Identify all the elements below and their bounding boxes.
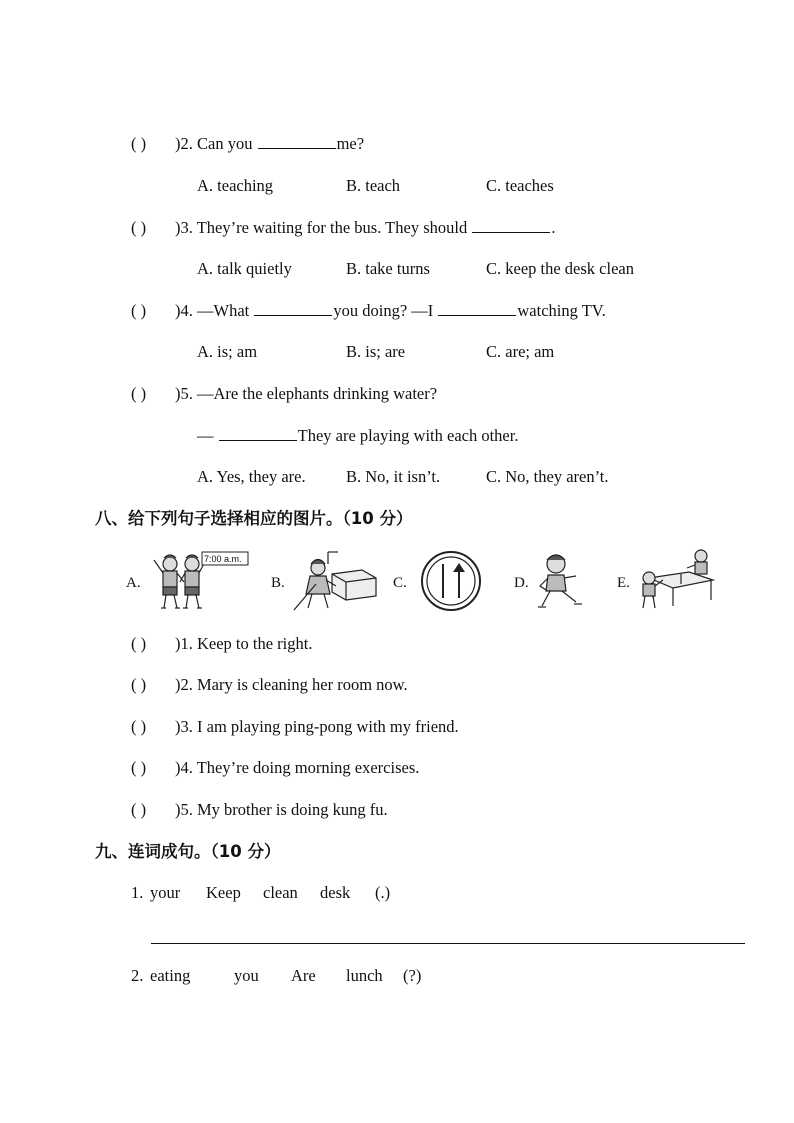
answer-bracket[interactable]: ( ) — [131, 384, 147, 403]
answer-bracket[interactable]: ( ) — [131, 717, 147, 736]
option-a: A. teaching — [197, 176, 274, 195]
option-b: B. take turns — [346, 259, 430, 278]
section-8-title: 八、给下列句子选择相应的图片。（10 分） — [95, 509, 413, 528]
cleaning-room-picture — [292, 550, 378, 612]
stem-part: )2. Can you — [175, 134, 257, 153]
question-5-stem: )5. —Are the elephants drinking water? — [175, 384, 438, 403]
scrambled-word: Are — [291, 966, 316, 985]
picture-question-1: )1. Keep to the right. — [175, 634, 313, 653]
question-3-stem — [175, 218, 555, 238]
scrambled-word: Keep — [206, 883, 241, 902]
reply-part: — — [197, 426, 218, 445]
picture-question-3: )3. I am playing ping-pong with my friend. — [175, 717, 459, 736]
reply-part: They are playing with each other. — [297, 426, 519, 445]
picture-question-4: )4. They’re doing morning exercises. — [175, 758, 420, 777]
keep-right-sign-picture — [420, 550, 482, 612]
picture-label-b: B. — [271, 575, 285, 591]
option-c: C. keep the desk clean — [486, 259, 634, 278]
scrambled-word: (?) — [403, 966, 422, 985]
option-a: A. Yes, they are. — [197, 467, 306, 486]
section-9-title: 九、连词成句。（10 分） — [95, 842, 281, 861]
question-4-stem — [175, 301, 606, 321]
stem-part: watching TV. — [517, 301, 606, 320]
scrambled-word: lunch — [346, 966, 383, 985]
picture-label-d: D. — [514, 575, 529, 591]
option-c: C. teaches — [486, 176, 554, 195]
morning-exercises-picture — [150, 550, 250, 612]
picture-label-e: E. — [617, 575, 630, 591]
clock-time: 7:00 a.m. — [204, 554, 242, 564]
picture-question-2: )2. Mary is cleaning her room now. — [175, 675, 408, 694]
question-2-stem — [175, 134, 364, 154]
picture-label-c: C. — [393, 575, 407, 591]
answer-line[interactable] — [151, 943, 745, 944]
option-c: C. No, they aren’t. — [486, 467, 609, 486]
answer-bracket[interactable]: ( ) — [131, 758, 147, 777]
fill-blank[interactable] — [254, 301, 332, 316]
question-number: 1. — [131, 883, 144, 902]
scrambled-word: clean — [263, 883, 298, 902]
option-a: A. is; am — [197, 342, 258, 361]
answer-bracket[interactable]: ( ) — [131, 634, 147, 653]
scrambled-word: (.) — [375, 883, 391, 902]
fill-blank[interactable] — [219, 426, 297, 441]
question-5-reply — [197, 426, 518, 446]
stem-part: you doing? —I — [333, 301, 438, 320]
scrambled-word: eating — [150, 966, 191, 985]
stem-part: me? — [336, 134, 365, 153]
picture-question-5: )5. My brother is doing kung fu. — [175, 800, 388, 819]
option-b: B. is; are — [346, 342, 406, 361]
stem-part: )4. —What — [175, 301, 254, 320]
picture-label-a: A. — [126, 575, 141, 591]
fill-blank[interactable] — [258, 134, 336, 149]
stem-part: )3. They’re waiting for the bus. They should — [175, 218, 472, 237]
answer-bracket[interactable]: ( ) — [131, 218, 147, 237]
stem-part: . — [551, 218, 556, 237]
answer-bracket[interactable]: ( ) — [131, 675, 147, 694]
answer-bracket[interactable]: ( ) — [131, 134, 147, 153]
ping-pong-picture — [637, 548, 717, 612]
option-b: B. teach — [346, 176, 401, 195]
kung-fu-picture — [536, 550, 586, 612]
answer-bracket[interactable]: ( ) — [131, 800, 147, 819]
question-number: 2. — [131, 966, 144, 985]
scrambled-word: desk — [320, 883, 351, 902]
answer-bracket[interactable]: ( ) — [131, 301, 147, 320]
option-a: A. talk quietly — [197, 259, 292, 278]
fill-blank[interactable] — [472, 218, 550, 233]
option-c: C. are; am — [486, 342, 555, 361]
option-b: B. No, it isn’t. — [346, 467, 441, 486]
fill-blank[interactable] — [438, 301, 516, 316]
scrambled-word: your — [150, 883, 181, 902]
scrambled-word: you — [234, 966, 259, 985]
